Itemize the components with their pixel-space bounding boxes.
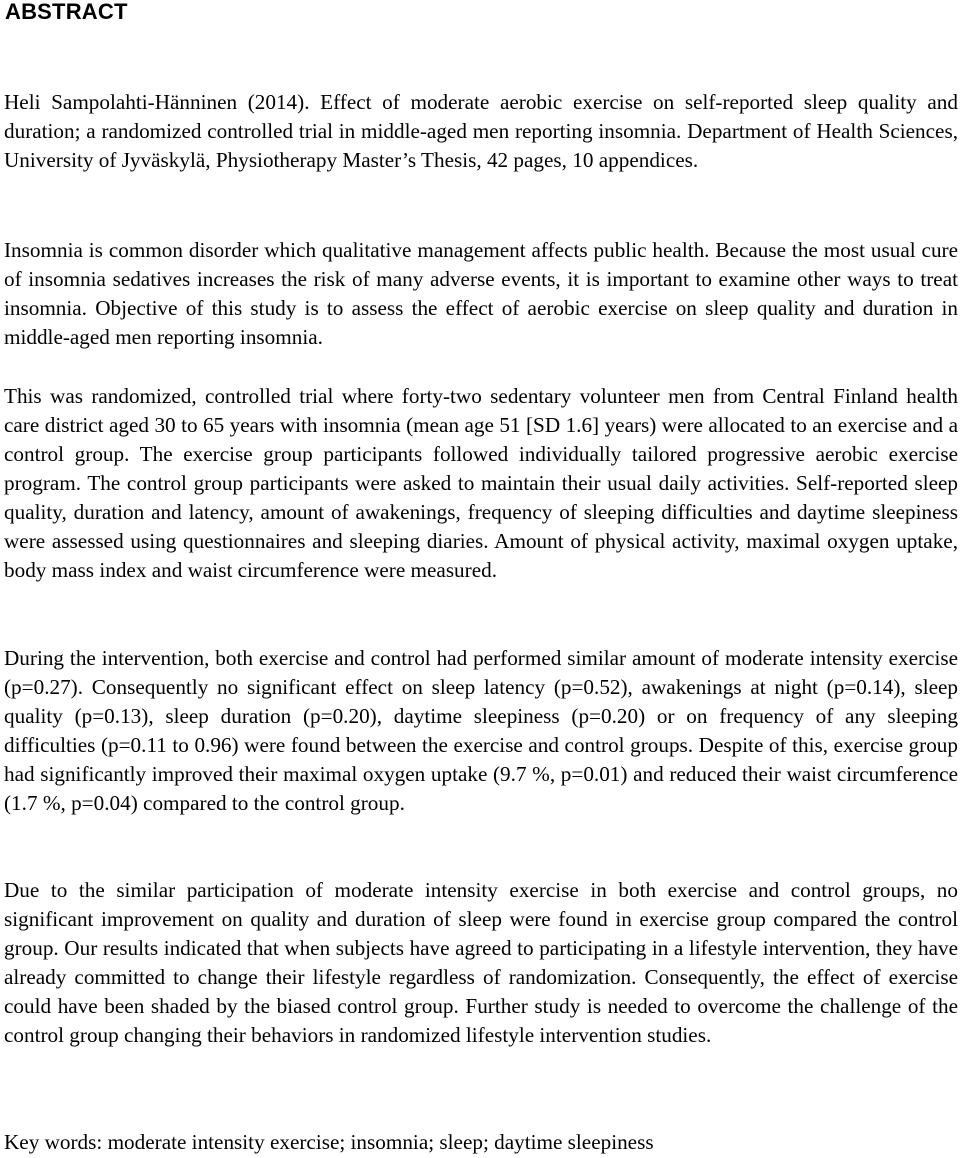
methods-paragraph: This was randomized, controlled trial where forty-two sedentary volunteer men from Central Finland health care district aged 30 to 65 years with insomnia (mean age 51 [SD 1.6] years) were allocated to an exercise and a control group. The exercise group participants followed individually tailored progressive aerobic exercise program. The control group participants were asked to maintain their usual daily activities. Self-reported sleep quality, duration and latency, amount of awakenings, frequency of sleeping difficulties and daytime sleepiness were assessed using questionnaires and sleeping diaries. Amount of physical activity, maximal oxygen uptake, body mass index and waist circumference were measured. (4, 384, 958, 582)
citation-paragraph: Heli Sampolahti-Hänninen (2014). Effect of moderate aerobic exercise on self-reported sleep quality and duration; a randomized controlled trial in middle-aged men reporting insomnia. Department of Health Sciences, University of Jyväskylä, Physiotherapy Master’s Thesis, 42 pages, 10 appendices. (4, 90, 958, 172)
results-paragraph: During the intervention, both exercise and control had performed similar amount of moderate intensity exercise (p=0.27). Consequently no significant effect on sleep latency (p=0.52), awakenings at night (p=0.14), sleep quality (p=0.13), sleep duration (p=0.20), daytime sleepiness (p=0.20) or on frequency of any sleeping difficulties (p=0.11 to 0.96) were found between the exercise and control groups. Despite of this, exercise group had significantly improved their maximal oxygen uptake (9.7 %, p=0.01) and reduced their waist circumference (1.7 %, p=0.04) compared to the control group. (4, 646, 958, 815)
conclusion-paragraph: Due to the similar participation of moderate intensity exercise in both exercise and control groups, no significant improvement on quality and duration of sleep were found in exercise group compared the control group. Our results indicated that when subjects have agreed to participating in a lifestyle intervention, they have already committed to change their lifestyle regardless of randomization. Consequently, the effect of exercise could have been shaded by the biased control group. Further study is needed to overcome the challenge of the control group changing their behaviors in randomized lifestyle intervention studies. (4, 878, 958, 1047)
keywords-line: Key words: moderate intensity exercise; insomnia; sleep; daytime sleepiness (4, 1130, 654, 1154)
abstract-heading: ABSTRACT (5, 0, 128, 24)
background-paragraph: Insomnia is common disorder which qualitative management affects public health. Because the most usual cure of insomnia sedatives increases the risk of many adverse events, it is important to examine other ways to treat insomnia. Objective of this study is to assess the effect of aerobic exercise on sleep quality and duration in middle-aged men reporting insomnia. (4, 238, 958, 349)
abstract-page (4, 0, 958, 1158)
